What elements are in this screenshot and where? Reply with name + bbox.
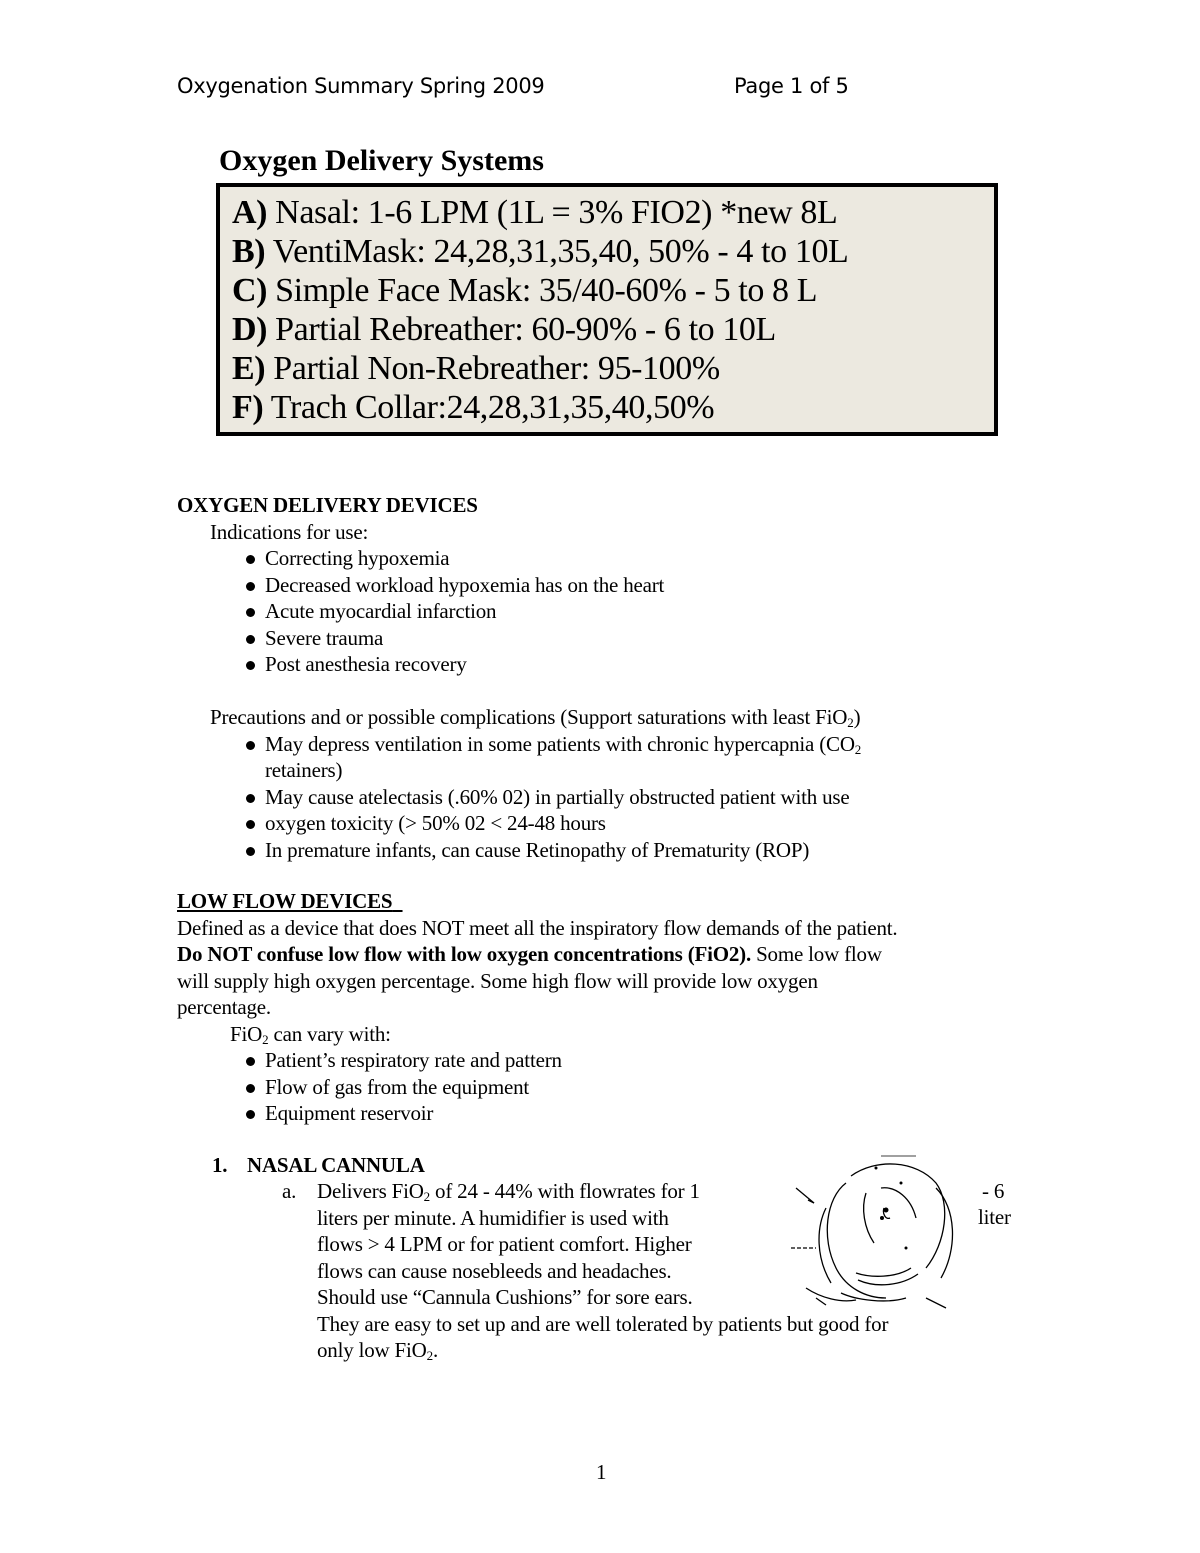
low-flow-heading: LOW FLOW DEVICES bbox=[177, 889, 393, 913]
precautions-label: Precautions and or possible complications (Support saturations with least FiO$_2$) bbox=[210, 705, 861, 730]
row-letter: C) bbox=[232, 272, 268, 309]
low-flow-definition: Do NOT confuse low flow with low oxygen concentrations (FiO2). Some low flow bbox=[177, 942, 882, 966]
list-item-text: Severe trauma bbox=[265, 625, 384, 650]
fio2-factors-list bbox=[243, 1047, 1057, 1127]
item-letter: a. bbox=[282, 1179, 297, 1203]
row-text: Partial Rebreather: 60-90% - 6 to 10L bbox=[267, 311, 776, 348]
bullet-icon bbox=[246, 608, 255, 617]
list-item-text: Acute myocardial infarction bbox=[265, 599, 497, 623]
page-number: 1 bbox=[596, 1460, 607, 1484]
list-item: Patient’s respiratory rate and pattern bbox=[243, 1047, 1057, 1074]
delivery-systems-title: Oxygen Delivery Systems bbox=[219, 144, 544, 177]
list-item: oxygen toxicity (> 50% 02 < 24-48 hours bbox=[243, 810, 1077, 837]
list-item-text: Correcting hypoxemia bbox=[265, 546, 450, 570]
bullet-icon bbox=[246, 661, 255, 670]
row-letter: A) bbox=[232, 194, 268, 231]
bullet-icon bbox=[246, 741, 255, 750]
low-flow-section bbox=[177, 888, 1057, 1127]
row-text: VentiMask: 24,28,31,35,40, 50% - 4 to 10L bbox=[265, 233, 849, 270]
header-page-indicator: Page 1 of 5 bbox=[734, 74, 849, 98]
row-text: Simple Face Mask: 35/40-60% - 5 to 8 L bbox=[267, 272, 818, 309]
nasal-cannula-heading: NASAL CANNULA bbox=[247, 1153, 425, 1177]
bullet-icon bbox=[246, 794, 255, 803]
bullet-icon bbox=[246, 582, 255, 591]
list-item bbox=[243, 598, 1077, 625]
list-item bbox=[243, 572, 1077, 599]
list-item-text: Post anesthesia recovery bbox=[265, 652, 467, 676]
bullet-icon bbox=[246, 635, 255, 644]
bullet-icon bbox=[246, 847, 255, 856]
delivery-systems-box bbox=[216, 183, 998, 436]
nasal-cannula-text-tail: - 6 bbox=[982, 1179, 1005, 1203]
delivery-system-row bbox=[232, 310, 994, 349]
list-item: May depress ventilation in some patients with chronic hypercapnia ($CO_2$ retainers) bbox=[243, 731, 1077, 784]
delivery-system-row bbox=[232, 271, 994, 310]
list-item: Flow of gas from the equipment bbox=[243, 1074, 1057, 1101]
row-letter: B) bbox=[232, 233, 266, 270]
header-title: Oxygenation Summary Spring 2009 bbox=[177, 74, 545, 98]
list-item-text: Decreased workload hypoxemia has on the heart bbox=[265, 572, 665, 597]
bullet-icon bbox=[246, 820, 255, 829]
precautions-list bbox=[243, 731, 1077, 864]
devices-section bbox=[177, 492, 1077, 863]
bullet-icon bbox=[246, 1057, 255, 1066]
bullet-icon bbox=[246, 1110, 255, 1119]
delivery-system-row bbox=[232, 193, 994, 232]
row-text: Partial Non-Rebreather: 95-100% bbox=[265, 350, 720, 387]
list-item bbox=[243, 545, 1077, 572]
list-item: Equipment reservoir bbox=[243, 1100, 1057, 1127]
list-item: In premature infants, can cause Retinopathy of Prematurity (ROP) bbox=[243, 837, 1077, 864]
row-text: Trach Collar:24,28,31,35,40,50% bbox=[263, 389, 715, 426]
devices-heading: OXYGEN DELIVERY DEVICES bbox=[177, 493, 478, 517]
list-item: May cause atelectasis (.60% 02) in partially obstructed patient with use bbox=[243, 784, 1077, 811]
nasal-cannula-number: 1. bbox=[212, 1153, 228, 1177]
nasal-cannula-text-tail: liter bbox=[978, 1205, 1011, 1229]
list-item bbox=[243, 625, 1077, 652]
delivery-system-row bbox=[232, 349, 994, 388]
bullet-icon bbox=[246, 1084, 255, 1093]
delivery-system-row bbox=[232, 388, 994, 427]
low-flow-definition: Defined as a device that does NOT meet all the inspiratory flow demands of the patient. bbox=[177, 915, 898, 940]
indications-list bbox=[243, 545, 1077, 678]
nasal-cannula-illustration bbox=[786, 1148, 976, 1313]
low-flow-definition: percentage. bbox=[177, 995, 271, 1019]
low-flow-definition: will supply high oxygen percentage. Some high flow will provide low oxygen bbox=[177, 968, 818, 993]
indications-label: Indications for use: bbox=[210, 519, 369, 544]
row-letter: F) bbox=[232, 389, 264, 426]
fio2-vary-label: FiO$_2$ can vary with: bbox=[230, 1021, 391, 1047]
row-text: Nasal: 1-6 LPM (1L = 3% FIO2) *new 8L bbox=[267, 194, 838, 231]
row-letter: D) bbox=[232, 311, 268, 348]
delivery-system-row bbox=[232, 232, 994, 271]
nasal-cannula-text: Delivers FiO$_2$ of 24 - 44% with flowrates for 1 liters per minute. A humidifier is used with flows > 4 LPM or for patient comfort. Higher flows can cause nosebleeds and headaches. Should use “Cannula Cushions” for sore ears. They are easy to set up and are well tolerated by patients but good for only low FiO$_2$. bbox=[317, 1179, 889, 1363]
bullet-icon bbox=[246, 555, 255, 564]
row-letter: E) bbox=[232, 350, 266, 387]
list-item bbox=[243, 651, 1077, 678]
